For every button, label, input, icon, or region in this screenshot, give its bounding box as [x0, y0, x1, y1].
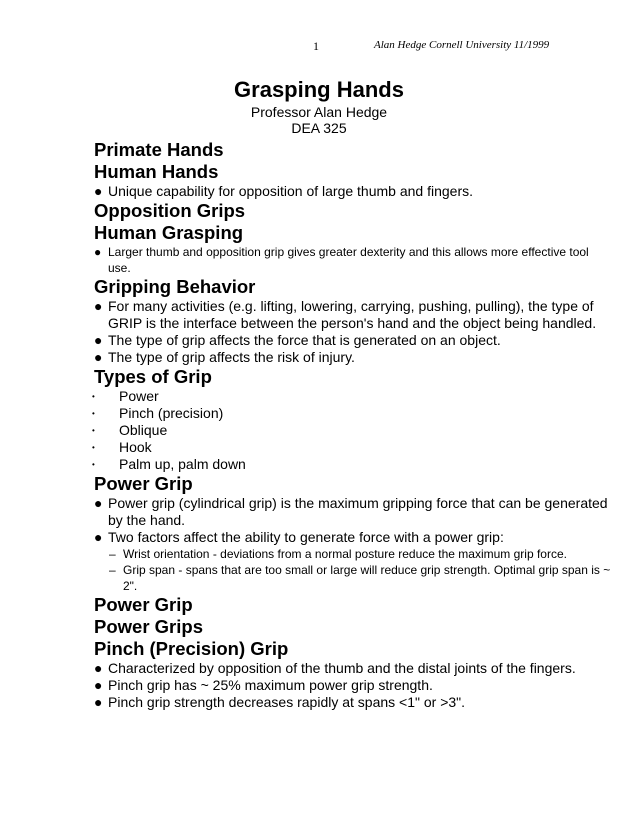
heading-opposition-grips: Opposition Grips [94, 200, 246, 221]
power-grip-factors-list [109, 546, 614, 594]
list-item: ● The type of grip affects the risk of injury. [94, 349, 355, 365]
heading-human-hands: Human Hands [94, 161, 219, 182]
heading-power-grips: Power Grips [94, 616, 203, 637]
bullet-icon: ● [94, 660, 103, 676]
bullet-icon: ● [94, 298, 103, 314]
list-item: ● Two factors affect the ability to generate force with a power grip: [94, 529, 504, 545]
list-item: ● Pinch grip strength decreases rapidly at spans <1" or >3". [94, 694, 466, 710]
small-bullet-icon: • [92, 409, 95, 418]
bullet-icon: ● [94, 332, 103, 348]
heading-primate-hands: Primate Hands [94, 139, 224, 160]
heading-human-grasping: Human Grasping [94, 222, 244, 243]
small-bullet-icon: • [92, 426, 95, 435]
list-item: ● The type of grip affects the force that is generated on an object. [94, 332, 501, 348]
list-item: ● Characterized by opposition of the thumb and the distal joints of the fingers. [94, 660, 576, 676]
list-item: ● Unique capability for opposition of large thumb and fingers. [94, 183, 473, 199]
pinch-grip-list [94, 660, 614, 711]
power-grip-list [94, 495, 614, 546]
list-item: • Pinch (precision) [92, 405, 224, 421]
bullet-icon: ● [94, 183, 103, 199]
small-bullet-icon: • [92, 392, 95, 401]
bullet-icon: ● [94, 677, 103, 693]
bullet-icon: ● [94, 245, 102, 259]
small-bullet-icon: • [92, 460, 95, 469]
heading-power-grip: Power Grip [94, 473, 193, 494]
page-title: Grasping Hands [234, 77, 404, 102]
list-item: ● For many activities (e.g. lifting, lowering, carrying, pushing, pulling), the type of GRIP is the interface between the person's hand and the object being handled. [94, 298, 597, 331]
bullet-icon: ● [94, 349, 103, 365]
heading-power-grip-2: Power Grip [94, 594, 193, 615]
human-grasping-list [94, 244, 614, 276]
course-line: DEA 325 [291, 120, 347, 136]
heading-types-of-grip: Types of Grip [94, 366, 212, 387]
gripping-behavior-list [94, 298, 614, 366]
list-item: – Grip span - spans that are too small or large will reduce grip strength. Optimal grip span is ~ 2". [109, 563, 611, 593]
small-bullet-icon: • [92, 443, 95, 452]
list-item: • Power [92, 388, 159, 404]
heading-gripping-behavior: Gripping Behavior [94, 276, 256, 297]
dash-icon: – [109, 547, 116, 561]
list-item: • Hook [92, 439, 152, 455]
list-item: – Wrist orientation - deviations from a normal posture reduce the maximum grip force. [109, 547, 567, 561]
list-item: ● Larger thumb and opposition grip gives greater dexterity and this allows more effective tool use. [94, 245, 589, 275]
running-header: Alan Hedge Cornell University 11/1999 [374, 39, 550, 51]
grip-types-list [94, 388, 614, 473]
bullet-icon: ● [94, 529, 103, 545]
list-item: • Palm up, palm down [92, 456, 246, 472]
list-item: ● Power grip (cylindrical grip) is the maximum gripping force that can be generated by the hand. [94, 495, 608, 528]
bullet-icon: ● [94, 495, 103, 511]
author-line: Professor Alan Hedge [250, 104, 388, 120]
list-item: ● Pinch grip has ~ 25% maximum power grip strength. [94, 677, 433, 693]
document-body [94, 139, 614, 711]
dash-icon: – [109, 563, 116, 577]
list-item: • Oblique [92, 422, 168, 438]
heading-pinch-grip: Pinch (Precision) Grip [94, 638, 289, 659]
human-hands-list [94, 183, 614, 200]
page-number: 1 [313, 39, 319, 53]
bullet-icon: ● [94, 694, 103, 710]
